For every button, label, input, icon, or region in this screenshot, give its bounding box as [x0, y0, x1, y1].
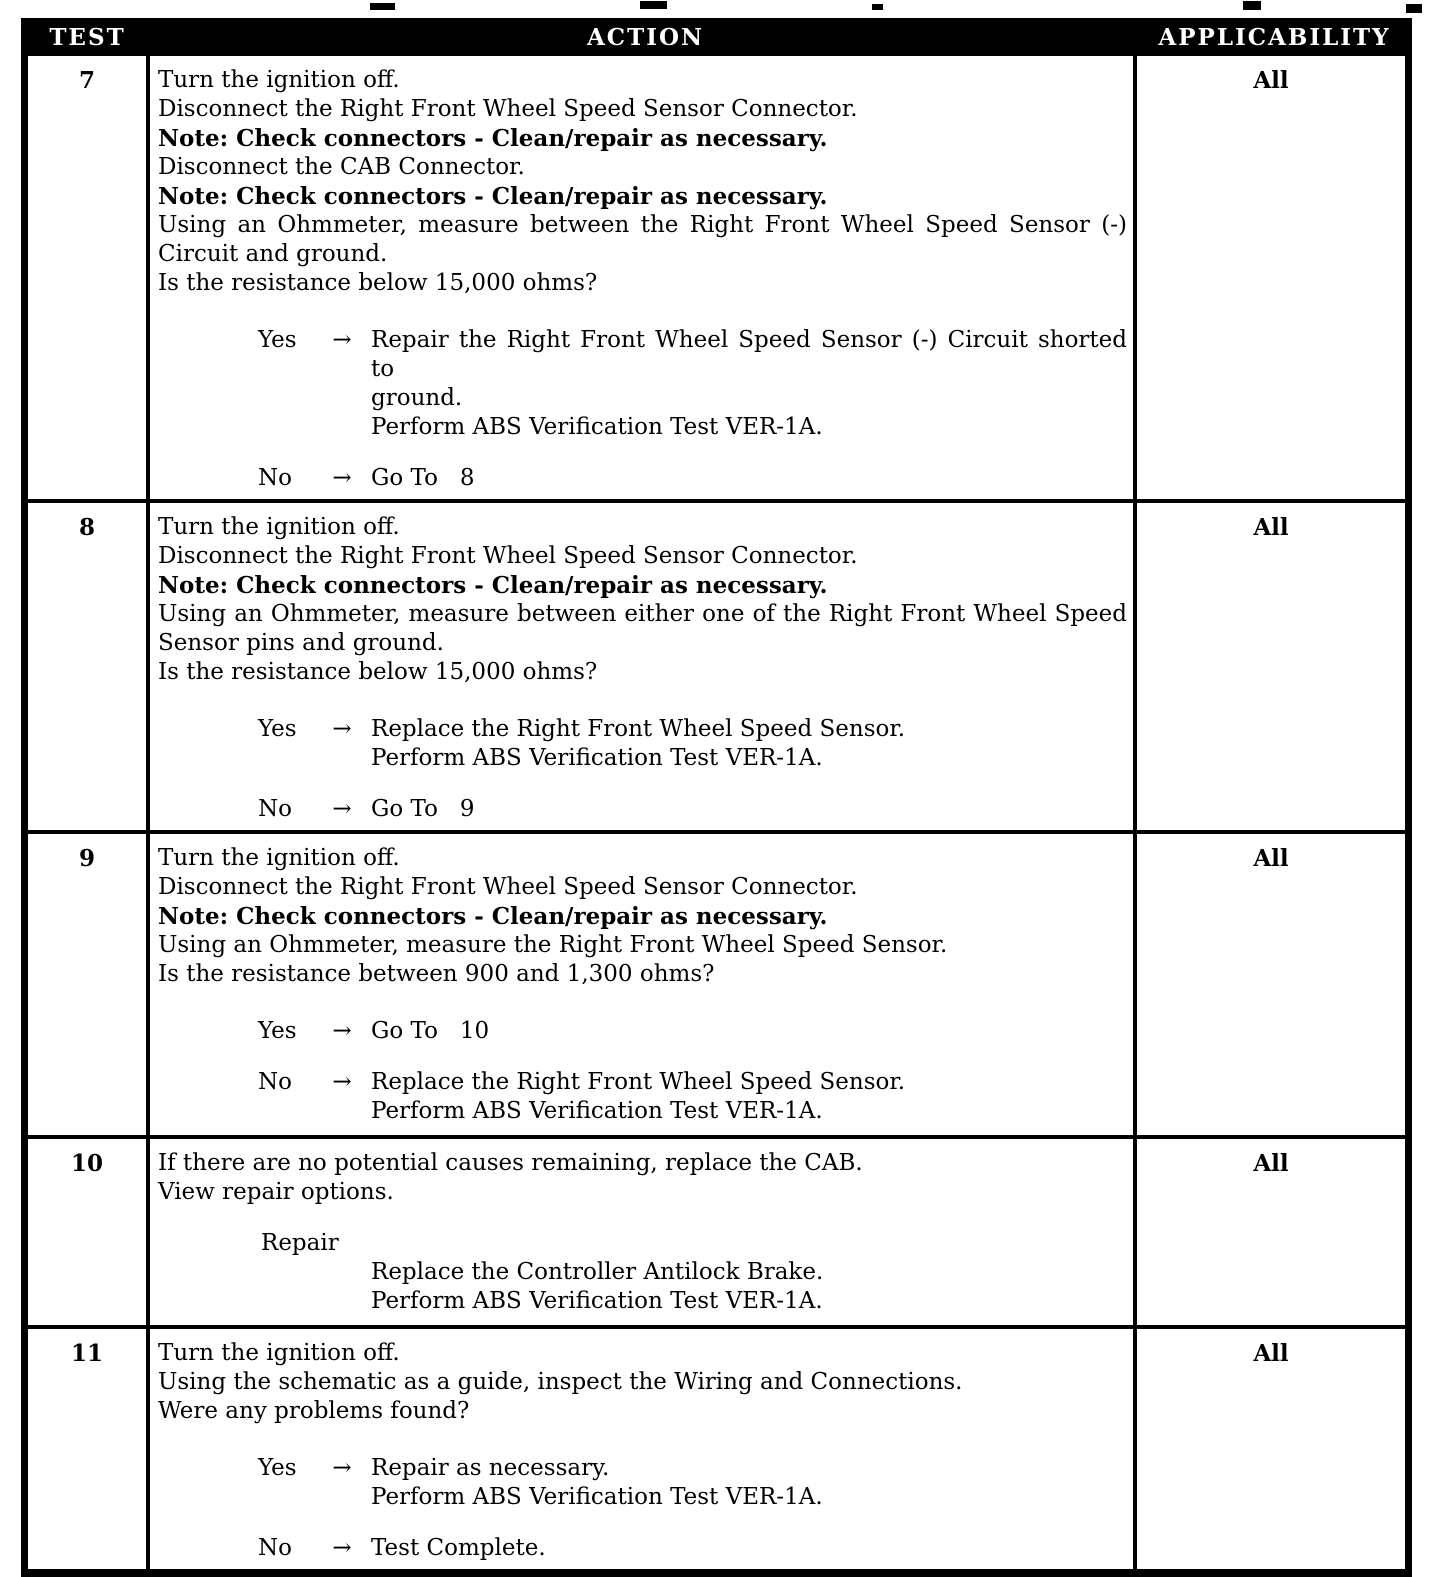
table-rows — [21, 56, 1412, 1577]
action-line: Using an Ohmmeter, measure between either one of the Right Front Wheel Speed — [158, 601, 1127, 627]
action-paragraph — [158, 513, 1127, 687]
decision-result-line: Replace the Right Front Wheel Speed Sensor. — [371, 716, 906, 742]
decision-result-line: Perform ABS Verification Test VER-1A. — [371, 745, 823, 771]
action-line: Is the resistance between 900 and 1,300 ohms? — [158, 961, 715, 987]
arrow-right-icon: → — [332, 327, 352, 353]
action-cell — [150, 834, 1137, 1135]
action-line: Turn the ignition off. — [158, 514, 400, 540]
decision-row — [258, 795, 1127, 824]
action-cell — [150, 56, 1137, 499]
action-line: Using an Ohmmeter, measure the Right Front Wheel Speed Sensor. — [158, 932, 948, 958]
action-line: Disconnect the Right Front Wheel Speed Sensor Connector. — [158, 874, 858, 900]
action-line: Note: Check connectors - Clean/repair as necessary. — [158, 903, 828, 930]
table-row — [28, 1139, 1405, 1329]
applicability-value: All — [1253, 67, 1289, 94]
decision-row — [258, 1454, 1127, 1512]
decision-row — [258, 1017, 1127, 1046]
scan-artifact — [370, 3, 395, 10]
arrow-right-icon: → — [332, 1069, 352, 1095]
decision-label: Yes — [258, 327, 297, 353]
repair-result-line: Perform ABS Verification Test VER-1A. — [371, 1288, 823, 1314]
repair-result-line: Replace the Controller Antilock Brake. — [371, 1259, 824, 1285]
table-header-row — [21, 18, 1412, 56]
action-line: Turn the ignition off. — [158, 67, 400, 93]
action-cell — [150, 1329, 1137, 1569]
decision-results — [371, 464, 1127, 493]
action-paragraph — [158, 1339, 1127, 1426]
scan-artifact — [872, 4, 883, 10]
decision-result-line: Go To 8 — [371, 465, 475, 491]
arrow-right-icon: → — [332, 1018, 352, 1044]
action-line: Using an Ohmmeter, measure between the Right Front Wheel Speed Sensor (-) — [158, 212, 1127, 238]
arrow-right-icon: → — [332, 1535, 352, 1561]
decision-result-line: Go To 9 — [371, 796, 475, 822]
test-number: 8 — [78, 514, 95, 541]
action-line: View repair options. — [158, 1179, 394, 1205]
arrow-right-icon: → — [332, 716, 352, 742]
action-line: Disconnect the Right Front Wheel Speed Sensor Connector. — [158, 543, 858, 569]
decision-row — [258, 326, 1135, 442]
action-paragraph — [158, 66, 1127, 298]
applicability-cell — [1137, 1329, 1405, 1569]
column-header-test: TEST — [49, 23, 126, 51]
action-line: Using the schematic as a guide, inspect the Wiring and Connections. — [158, 1369, 963, 1395]
action-line: Sensor pins and ground. — [158, 630, 444, 656]
decision-row — [258, 715, 1127, 773]
decision-label: No — [258, 465, 292, 491]
action-line: Circuit and ground. — [158, 241, 388, 267]
arrow-right-icon: → — [332, 796, 352, 822]
diagnostic-test-table — [21, 18, 1412, 1577]
decision-label: No — [258, 796, 292, 822]
action-cell — [150, 1139, 1137, 1325]
applicability-value: All — [1253, 1150, 1289, 1177]
decision-result-line: Perform ABS Verification Test VER-1A. — [371, 1484, 823, 1510]
arrow-right-icon: → — [332, 465, 352, 491]
decision-result-line: Repair the Right Front Wheel Speed Sensor (-) Circuit shorted to — [371, 327, 1135, 382]
decision-row — [258, 464, 1127, 493]
decision-row — [258, 1534, 1127, 1563]
table-row — [28, 834, 1405, 1139]
action-line: Note: Check connectors - Clean/repair as necessary. — [158, 183, 828, 210]
decision-results — [371, 1534, 1127, 1563]
test-cell — [28, 1139, 150, 1325]
test-cell — [28, 1329, 150, 1569]
test-number: 7 — [78, 67, 95, 94]
action-paragraph — [158, 1149, 1127, 1207]
applicability-value: All — [1253, 1340, 1289, 1367]
test-number: 10 — [70, 1150, 103, 1177]
decision-label: Yes — [258, 716, 297, 742]
action-line: If there are no potential causes remaining, replace the CAB. — [158, 1150, 863, 1176]
column-header-applicability: APPLICABILITY — [1158, 23, 1391, 51]
action-paragraph — [158, 844, 1127, 989]
action-line: Turn the ignition off. — [158, 1340, 400, 1366]
decision-result-line: Go To 10 — [371, 1018, 490, 1044]
applicability-cell — [1137, 56, 1405, 499]
decision-label: Yes — [258, 1018, 297, 1044]
action-line: Note: Check connectors - Clean/repair as necessary. — [158, 125, 828, 152]
action-line: Is the resistance below 15,000 ohms? — [158, 659, 598, 685]
repair-option-results — [371, 1258, 1127, 1316]
applicability-cell — [1137, 1139, 1405, 1325]
action-cell — [150, 503, 1137, 830]
decision-label: Yes — [258, 1455, 297, 1481]
test-cell — [28, 56, 150, 499]
decision-result-line: ground. — [371, 385, 463, 411]
decision-label: No — [258, 1069, 292, 1095]
scan-artifact — [1406, 4, 1422, 13]
decision-results — [371, 715, 1127, 773]
action-line: Disconnect the Right Front Wheel Speed Sensor Connector. — [158, 96, 858, 122]
decision-results — [371, 1068, 1127, 1126]
decision-result-line: Repair as necessary. — [371, 1455, 610, 1481]
decision-result-line: Perform ABS Verification Test VER-1A. — [371, 1098, 823, 1124]
table-row — [28, 1329, 1405, 1569]
action-line: Disconnect the CAB Connector. — [158, 154, 525, 180]
table-row — [28, 56, 1405, 503]
column-header-action: ACTION — [586, 23, 705, 51]
applicability-cell — [1137, 834, 1405, 1135]
repair-option-label: Repair — [261, 1230, 339, 1256]
decision-row — [258, 1068, 1127, 1126]
test-cell — [28, 503, 150, 830]
scan-artifact — [640, 1, 667, 9]
decision-result-line: Perform ABS Verification Test VER-1A. — [371, 414, 823, 440]
applicability-cell — [1137, 503, 1405, 830]
decision-result-line: Replace the Right Front Wheel Speed Sensor. — [371, 1069, 906, 1095]
action-line: Turn the ignition off. — [158, 845, 400, 871]
test-cell — [28, 834, 150, 1135]
decision-results — [371, 1017, 1127, 1046]
decision-results — [371, 1454, 1127, 1512]
arrow-right-icon: → — [332, 1455, 352, 1481]
action-line: Were any problems found? — [158, 1398, 470, 1424]
decision-result-line: Test Complete. — [371, 1535, 546, 1561]
applicability-value: All — [1253, 845, 1289, 872]
decision-label: No — [258, 1535, 292, 1561]
action-line: Is the resistance below 15,000 ohms? — [158, 270, 598, 296]
decision-results — [371, 326, 1135, 442]
action-line: Note: Check connectors - Clean/repair as necessary. — [158, 572, 828, 599]
test-number: 11 — [70, 1340, 103, 1367]
decision-results — [371, 795, 1127, 824]
test-number: 9 — [78, 845, 95, 872]
scan-artifact — [1243, 1, 1261, 10]
table-row — [28, 503, 1405, 834]
applicability-value: All — [1253, 514, 1289, 541]
